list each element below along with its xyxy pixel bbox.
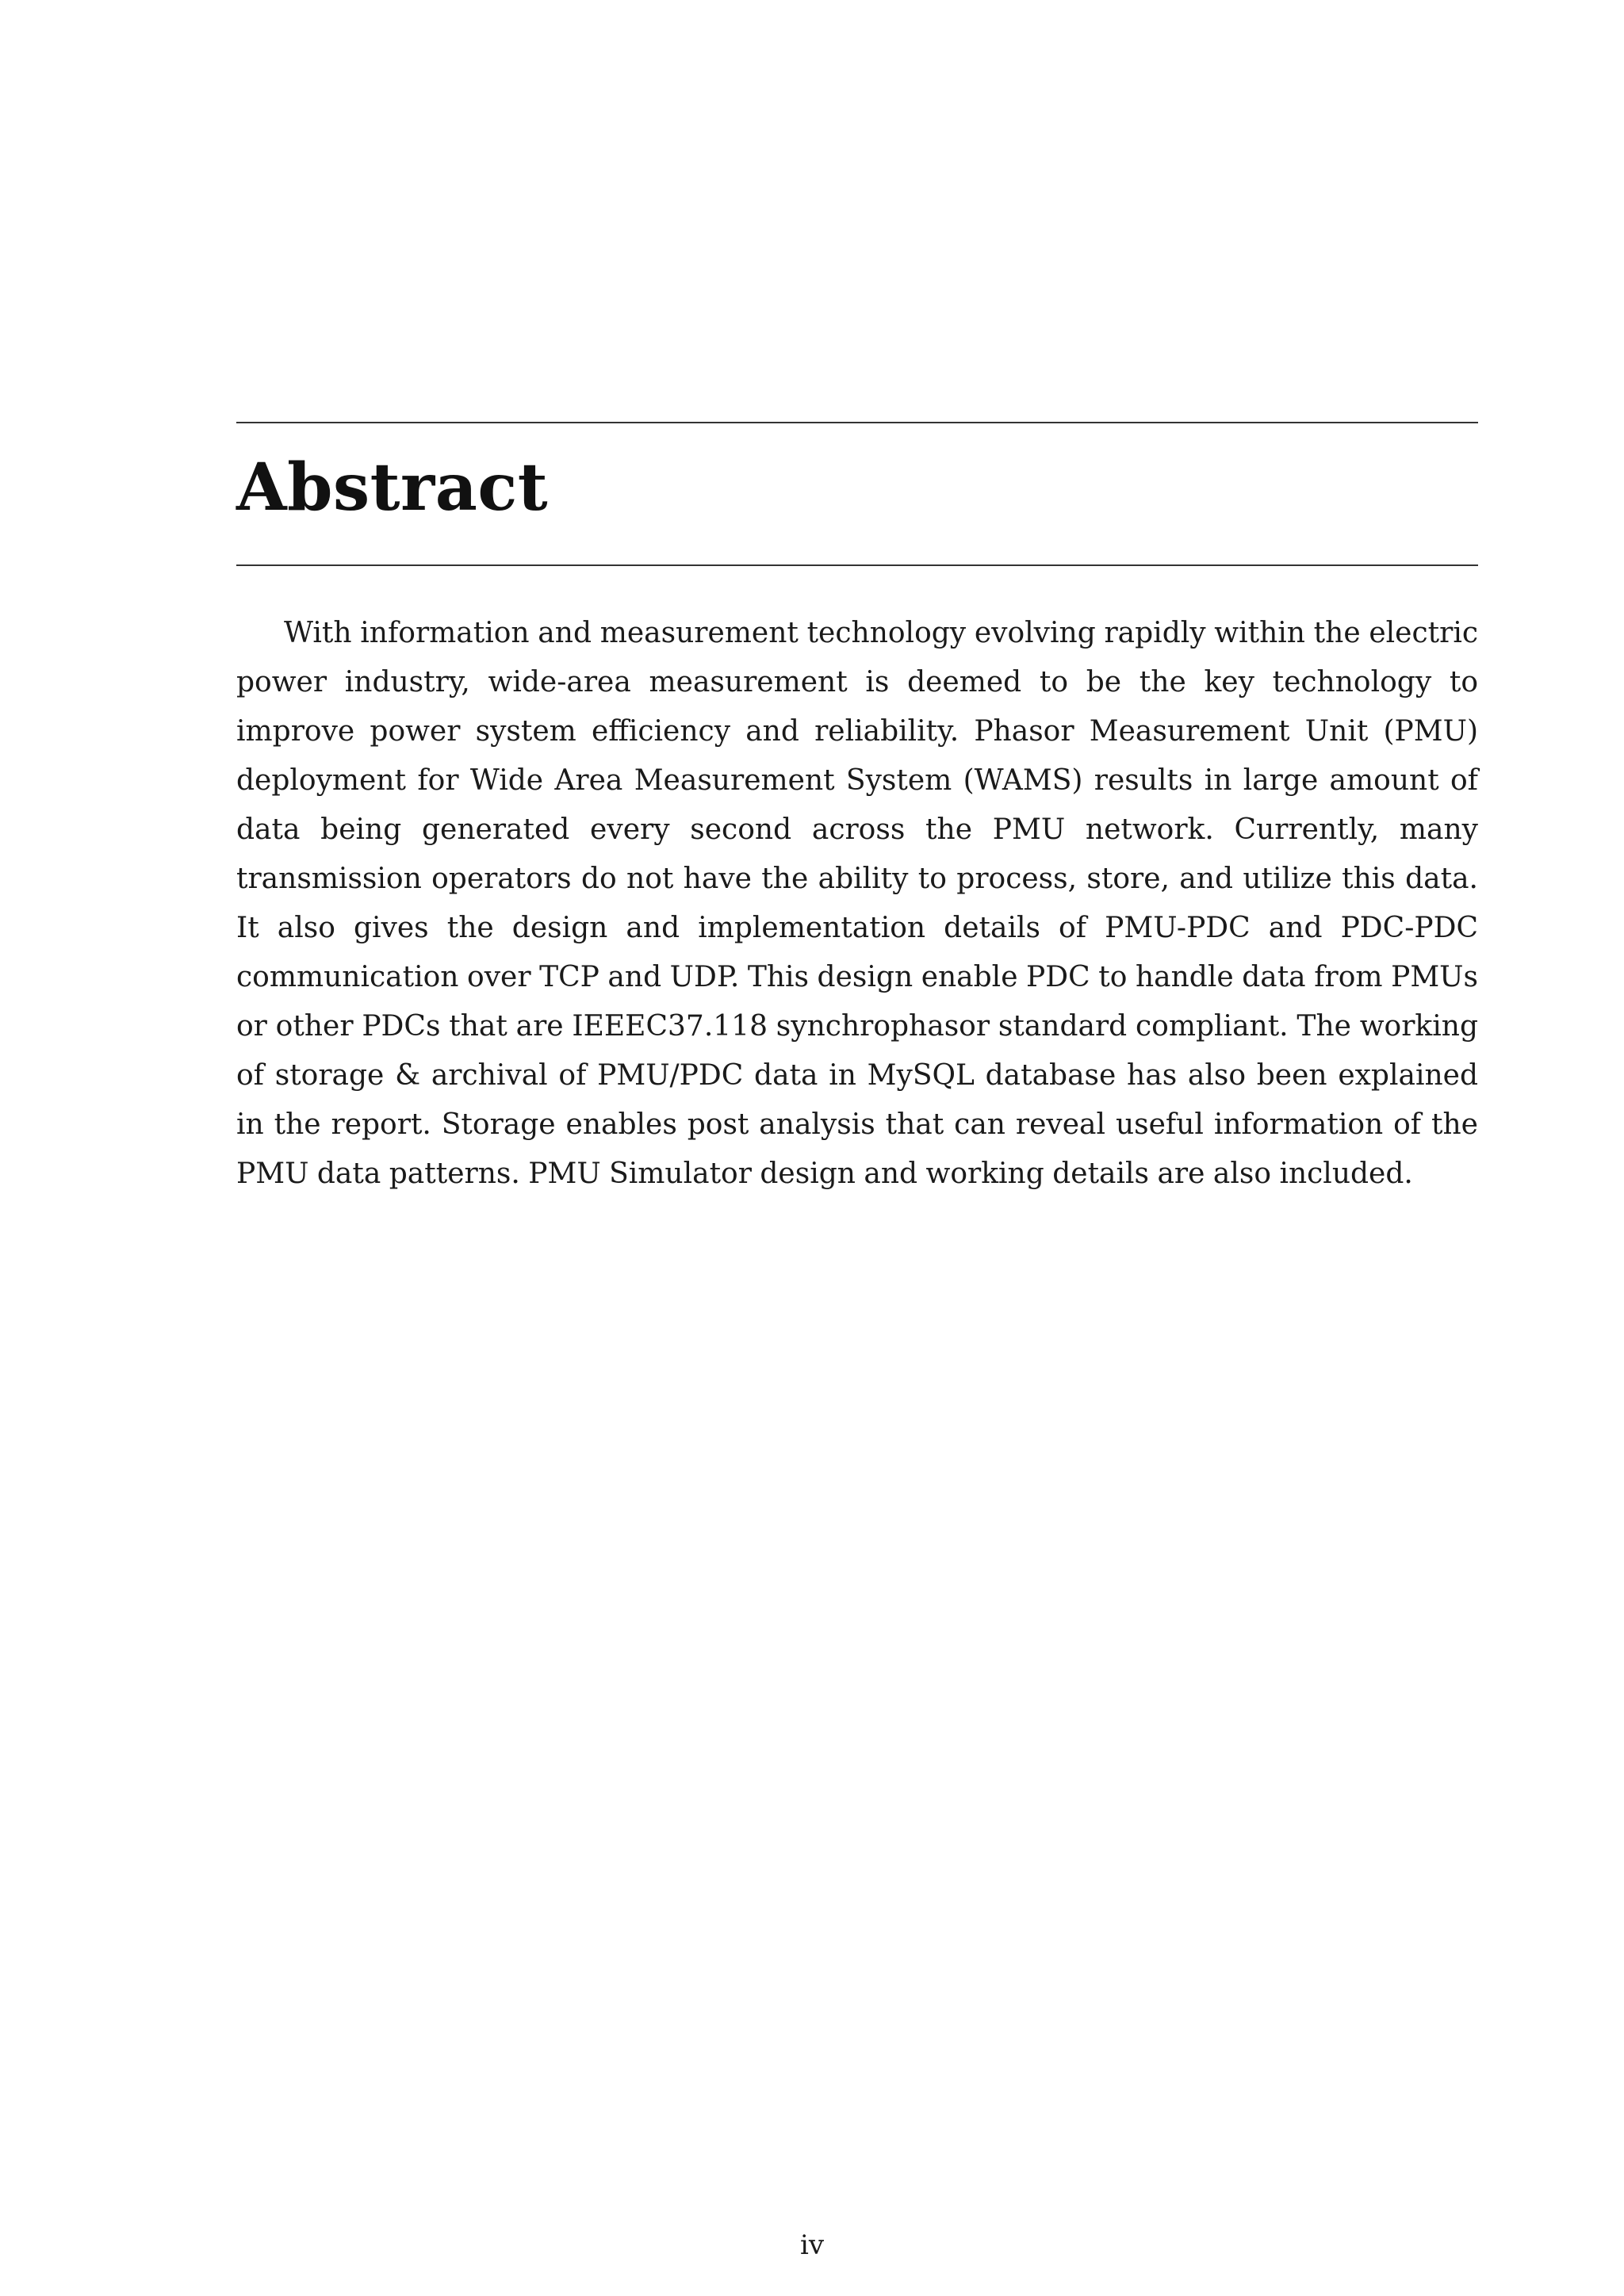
abstract-paragraph: With information and measurement technology evolving rapidly within the electric power industry, wide-area measurement is deemed to be the key technology to improve power system efficiency and reliability. Phasor Measurement Unit (PMU) deployment for Wide Area Measurement System (WAMS) results in large amount of data being generated every second across the PMU network. Currently, many transmission operators do not have the ability to process, store, and utilize this data. It also gives the design and implementation details of PMU-PDC and PDC-PDC communication over TCP and UDP. This design enable PDC to handle data from PMUs or other PDCs that are IEEEC37.118 synchrophasor standard compliant. The working of storage & archival of PMU/PDC data in MySQL database has also been explained in the report. Storage enables post analysis that can reveal useful information of the PMU data patterns. PMU Simulator design and working details are also included.: [236, 617, 1478, 1190]
heading-top-rule: [236, 422, 1478, 423]
heading-bottom-rule: [236, 564, 1478, 566]
page-number: iv: [799, 2229, 825, 2261]
chapter-title: Abstract: [236, 450, 549, 526]
